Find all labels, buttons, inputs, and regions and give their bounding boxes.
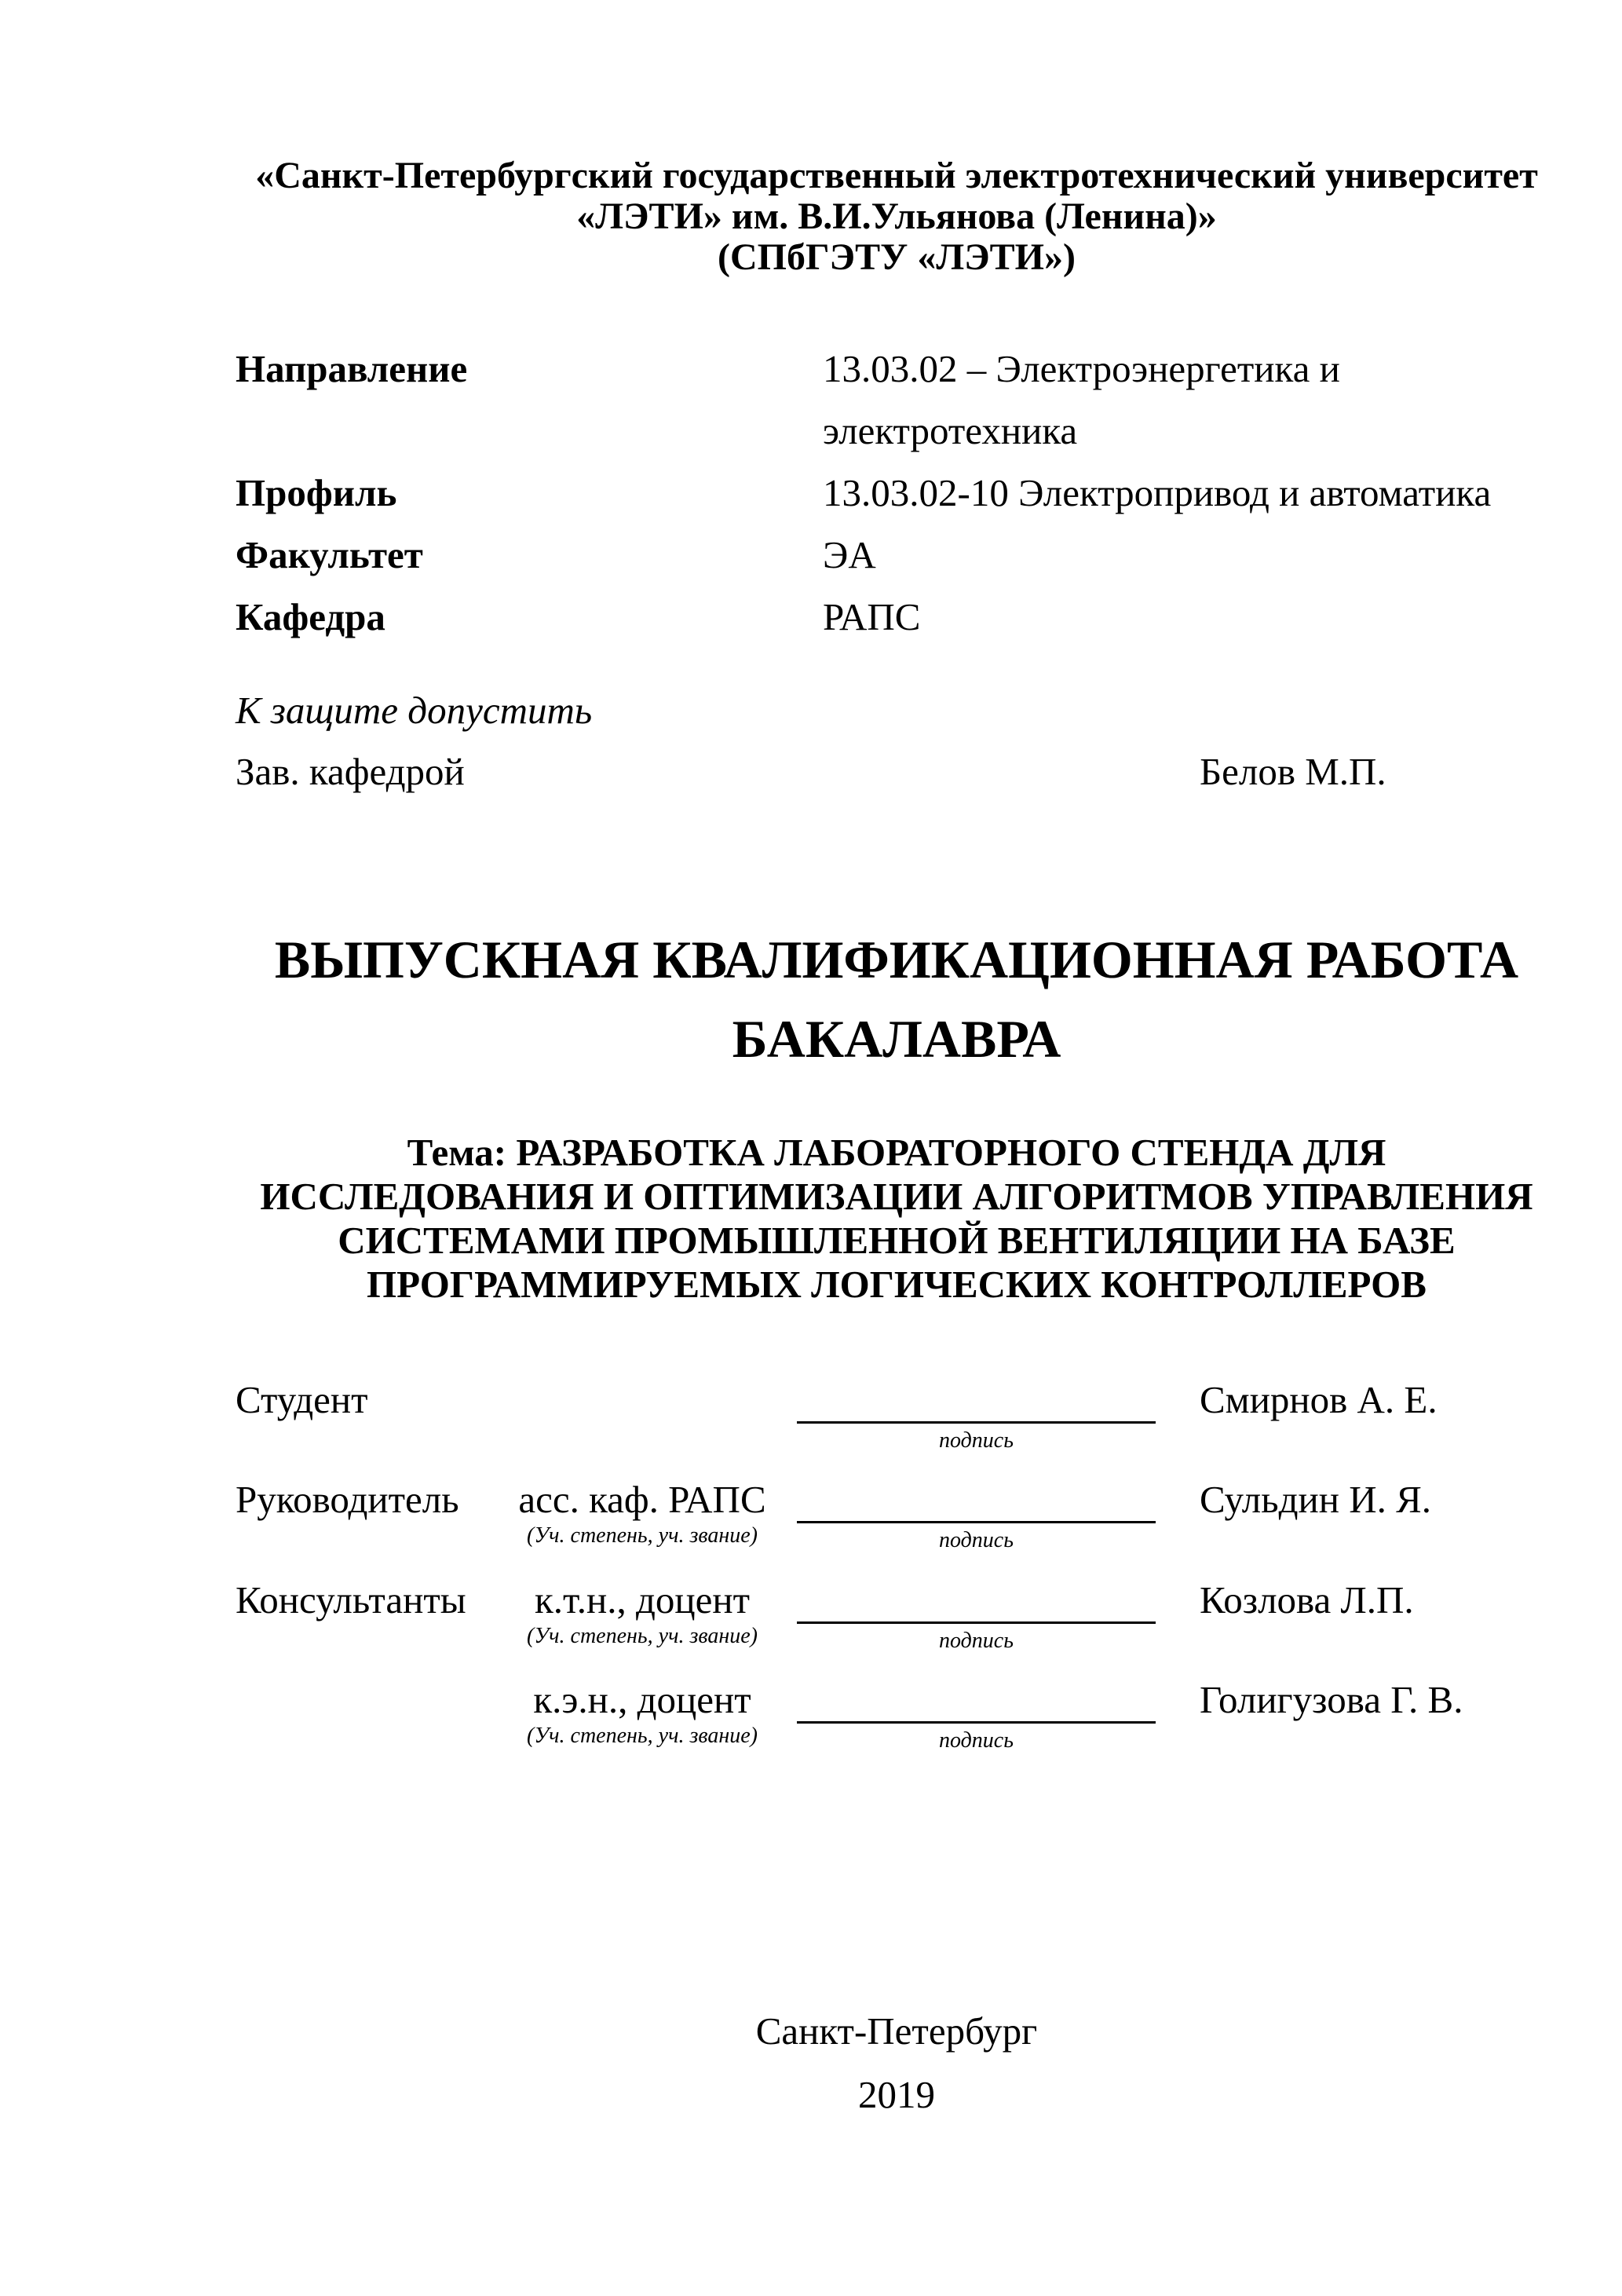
consultant2-name: Голигузова Г. В. bbox=[1200, 1678, 1463, 1721]
department-head-label: Зав. кафедрой bbox=[236, 750, 465, 793]
department-head-name: Белов М.П. bbox=[1200, 750, 1386, 793]
work-title-line1: ВЫПУСКНАЯ КВАЛИФИКАЦИОННАЯ РАБОТА bbox=[274, 930, 1519, 989]
direction-value-line2: электротехника bbox=[823, 409, 1078, 452]
program-info-table bbox=[236, 338, 1558, 648]
thesis-theme-line4: ПРОГРАММИРУЕМЫХ ЛОГИЧЕСКИХ КОНТРОЛЛЕРОВ bbox=[367, 1263, 1427, 1306]
consultant2-signature-line bbox=[797, 1721, 1156, 1724]
university-name-line2: «ЛЭТИ» им. В.И.Ульянова (Ленина)» bbox=[576, 196, 1217, 237]
thesis-theme-line1: Тема: РАЗРАБОТКА ЛАБОРАТОРНОГО СТЕНДА ДЛЯ bbox=[407, 1131, 1386, 1174]
department-value: РАПС bbox=[823, 595, 921, 638]
consultant2-qualification: к.э.н., доцент bbox=[533, 1678, 751, 1721]
student-signature-line bbox=[797, 1421, 1156, 1424]
signature-row-student bbox=[236, 1380, 1558, 1478]
faculty-value: ЭА bbox=[823, 533, 876, 576]
university-abbreviation: (СПбГЭТУ «ЛЭТИ») bbox=[718, 236, 1076, 278]
work-title-line2: БАКАЛАВРА bbox=[732, 1009, 1061, 1069]
signature-row-consultant2 bbox=[236, 1680, 1558, 1778]
direction-value bbox=[823, 338, 1558, 462]
supervisor-label: Руководитель bbox=[236, 1478, 459, 1521]
consultant2-signature-caption: подпись bbox=[939, 1728, 1014, 1753]
department-head-row bbox=[236, 741, 1558, 803]
university-header bbox=[236, 155, 1558, 278]
consultant1-degree-caption: (Уч. степень, уч. звание) bbox=[527, 1624, 758, 1648]
footer-year: 2019 bbox=[858, 2073, 935, 2116]
work-title bbox=[236, 920, 1558, 1079]
thesis-theme bbox=[236, 1131, 1558, 1307]
consultant2-degree-caption: (Уч. степень, уч. звание) bbox=[527, 1724, 758, 1748]
footer-city: Санкт-Петербург bbox=[755, 2009, 1038, 2053]
faculty-label: Факультет bbox=[236, 533, 423, 576]
page-content bbox=[236, 0, 1558, 2296]
profile-value: 13.03.02-10 Электропривод и автоматика bbox=[823, 471, 1492, 514]
profile-label: Профиль bbox=[236, 471, 397, 514]
thesis-theme-line2: ИССЛЕДОВАНИЯ И ОПТИМИЗАЦИИ АЛГОРИТМОВ УПРАВЛЕНИЯ bbox=[260, 1175, 1533, 1218]
supervisor-degree-caption: (Уч. степень, уч. звание) bbox=[527, 1523, 758, 1548]
info-row-profile bbox=[236, 462, 1558, 524]
university-name-line1: «Санкт-Петербургский государственный электротехнический университет bbox=[255, 155, 1538, 196]
supervisor-qualification: асс. каф. РАПС bbox=[518, 1478, 766, 1521]
consultant1-name: Козлова Л.П. bbox=[1200, 1578, 1414, 1621]
department-label: Кафедра bbox=[236, 595, 385, 638]
info-row-faculty bbox=[236, 524, 1558, 586]
consultant1-signature-line bbox=[797, 1621, 1156, 1624]
consultants-label: Консультанты bbox=[236, 1578, 466, 1621]
signature-row-supervisor bbox=[236, 1479, 1558, 1578]
info-row-department bbox=[236, 586, 1558, 648]
defense-permit-note: К защите допустить bbox=[236, 689, 593, 732]
signature-row-consultant1 bbox=[236, 1580, 1558, 1678]
supervisor-signature-line bbox=[797, 1521, 1156, 1523]
supervisor-name: Сульдин И. Я. bbox=[1200, 1478, 1432, 1521]
supervisor-signature-caption: подпись bbox=[939, 1528, 1014, 1552]
student-label: Студент bbox=[236, 1378, 368, 1421]
student-signature-caption: подпись bbox=[939, 1428, 1014, 1453]
student-name: Смирнов А. Е. bbox=[1200, 1378, 1438, 1421]
consultant1-signature-caption: подпись bbox=[939, 1629, 1014, 1653]
direction-label: Направление bbox=[236, 347, 468, 390]
direction-value-line1: 13.03.02 – Электроэнергетика и bbox=[823, 347, 1340, 390]
consultant1-qualification: к.т.н., доцент bbox=[534, 1578, 751, 1621]
thesis-theme-line3: СИСТЕМАМИ ПРОМЫШЛЕННОЙ ВЕНТИЛЯЦИИ НА БАЗЕ bbox=[338, 1219, 1456, 1262]
info-row-direction bbox=[236, 338, 1558, 462]
